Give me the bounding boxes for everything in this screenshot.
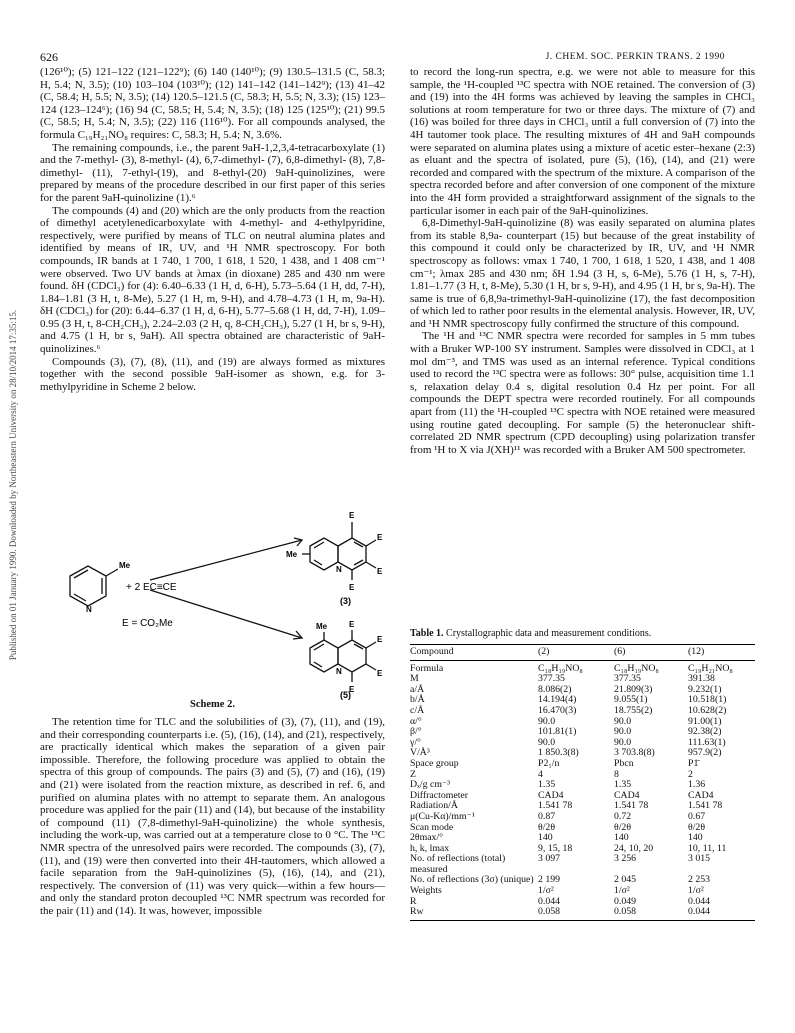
table-row bbox=[410, 660, 755, 674]
scheme-caption: Scheme 2. bbox=[190, 699, 235, 710]
table-row-label: R bbox=[410, 895, 417, 907]
table-cell: 90.0 bbox=[538, 736, 556, 748]
table-header: (12) bbox=[688, 645, 755, 661]
table-cell: 91.00(1) bbox=[688, 715, 722, 727]
table-cell: 1/σ² bbox=[614, 885, 630, 897]
table-row bbox=[410, 759, 755, 770]
table-cell: C₁₈H₁₉NO₈ bbox=[614, 662, 659, 674]
paragraph: 6,8-Dimethyl-9aH-quinolizine (8) was easily separated on alumina plates from its stable 8,9a- counterpart (15) but because of the great instability of this compound it could only be characterized by IR, UV, and ¹H NMR spectroscopy as follows: νmax 1 740, 1 700, 1 618, 1 520, 1 438, and 1 408 cm⁻¹; λmax 285 and 430 nm; δH 1.94 (3 H, s, 6-Me), 5.76 (1 H, s, 7-H), 1.81–1.77 (3 H, t, 8-Me), 5.30 (1 H, br s, 9-H), and 4.95 (1 H, br s, 9a-H). The same is true of 6,8,9a-trimethyl-9aH-quinolizine (17), the fast decomposition of which led to rather poor results in the elemental analysis. However, IR, UV, and ¹H NMR spectroscopy fully confirmed the structure of this compound. bbox=[410, 217, 755, 330]
compound-label: (5) bbox=[340, 690, 351, 700]
table-cell: 0.058 bbox=[614, 907, 688, 920]
table-row-label: M bbox=[410, 673, 419, 685]
atom-label: Me bbox=[286, 550, 298, 559]
table-cell: 101.81(1) bbox=[538, 726, 577, 738]
table-caption-text: Crystallographic data and measurement conditions. bbox=[446, 628, 652, 639]
table-row-label: No. of reflections (total) measured bbox=[410, 853, 506, 875]
table-cell: 1/σ² bbox=[538, 885, 554, 897]
left-column-bottom bbox=[40, 716, 385, 918]
table-cell: 2 045 bbox=[614, 874, 637, 886]
left-column-top bbox=[40, 66, 385, 393]
table-cell: 90.0 bbox=[538, 715, 556, 727]
table-cell: 8.086(2) bbox=[538, 683, 572, 695]
table-row-label: α/° bbox=[410, 715, 422, 727]
table-cell: 92.38(2) bbox=[688, 726, 722, 738]
table-cell: 957.9(2) bbox=[688, 747, 722, 759]
table-cell: 377.35 bbox=[614, 673, 641, 685]
table-row-label: Rw bbox=[410, 907, 538, 920]
table-cell: θ/2θ bbox=[614, 821, 632, 833]
table-cell: 4 bbox=[538, 768, 543, 780]
atom-label: E bbox=[349, 511, 355, 520]
table-cell: 21.809(3) bbox=[614, 683, 653, 695]
quinolizine-ring-left bbox=[310, 640, 338, 672]
table-cell: 391.38 bbox=[688, 673, 715, 685]
paragraph: The remaining compounds, i.e., the parent 9aH-1,2,3,4-tetracarboxylate (1) and the 7-methyl- (3), 8-methyl- (4), 6,7-dimethyl- (7), 6,8-dimethyl- (8), 7,8-dimethyl- (11), 7-ethyl-(19), and 8-ethyl-(20) 9aH-quinolizines, were prepared by means of the procedure described in our first paper of this series for the parent 9aH-quinolizine (1).⁶ bbox=[40, 141, 385, 204]
table-row-label: 2θmax/° bbox=[410, 832, 444, 844]
table-row-label: Z bbox=[410, 768, 416, 780]
table-row-label: β/° bbox=[410, 726, 422, 738]
table-cell: 0.044 bbox=[688, 895, 711, 907]
table-cell: 2 bbox=[688, 768, 693, 780]
table-row-label: Space group bbox=[410, 757, 459, 769]
table-row-label: h, k, lmax bbox=[410, 842, 450, 854]
table-cell: 377.35 bbox=[538, 673, 565, 685]
table-cell: 3 703.8(8) bbox=[614, 747, 655, 759]
table-cell: P2₁/n bbox=[538, 757, 560, 769]
atom-label: Me bbox=[119, 561, 131, 570]
table-cell: 111.63(1) bbox=[688, 736, 726, 748]
publication-notice: Published on 01 January 1990. Downloaded by Northeastern University on 28/10/2014 17:35:15. bbox=[8, 309, 18, 661]
table-cell: C₁₈H₁₉NO₈ bbox=[538, 662, 583, 674]
table-cell: Pbcn bbox=[614, 757, 634, 769]
table-cell: 90.0 bbox=[614, 726, 632, 738]
table-row bbox=[410, 854, 755, 875]
table-cell: 8 bbox=[614, 768, 619, 780]
table-row-label: c/Å bbox=[410, 704, 425, 716]
table-header: (6) bbox=[614, 645, 688, 661]
right-column bbox=[410, 66, 755, 456]
atom-label: E bbox=[349, 620, 355, 629]
table-cell: 9, 15, 18 bbox=[538, 842, 573, 854]
paragraph: The retention time for TLC and the solubilities of (3), (7), (11), and (19), and their corresponding counterparts i.e. (5), (16), (14), and (21), respectively, are practically identical which makes the separation of a given pair impossible. Therefore, the following procedure was applied to obtain the spectra of this group of compounds. The pairs (3) and (5), (7) and (16), (19) and (21) were isolated from the reaction mixture, as described in ref. 6, and purified on alumina plates with no attempt to separate them. An analogous procedure was applied for the pair (11) and (14), but because of the instability of compound (11) (7,8-dimethyl-9aH-quinolizine) the whole synthesis, including the work-up, was carried out at a temperature close to 0 °C. The ¹³C NMR spectra of the unresolved pairs were recorded. The compounds (3), (7), (11), and (19) were then converted into their 4H-tautomers, which allowed a facile separation from the 9aH-quinolizines (5), (16), (14), and (21), respectively. The conversion of (11) was very quick—within a few hours—and only the standard proton decoupled ¹³C NMR spectrum was recorded for the pair (11) and (14). It was, however, impossible bbox=[40, 716, 385, 917]
table-cell: 140 bbox=[614, 832, 629, 844]
quinolizine-ring-left bbox=[310, 538, 338, 570]
table-cell: 10, 11, 11 bbox=[688, 842, 727, 854]
table-cell: 9.055(1) bbox=[614, 694, 648, 706]
table-cell: 9.232(1) bbox=[688, 683, 722, 695]
table-row-label: b/Å bbox=[410, 694, 425, 706]
atom-label: N bbox=[336, 565, 342, 574]
table-cell: CAD4 bbox=[538, 789, 564, 801]
atom-label: E bbox=[349, 685, 355, 694]
table-cell: 2 253 bbox=[688, 874, 711, 886]
table-cell: 10.628(2) bbox=[688, 704, 727, 716]
atom-label: N bbox=[86, 605, 92, 614]
reaction-arrow-upper bbox=[150, 540, 302, 580]
table-row-label: Formula bbox=[410, 662, 444, 674]
atom-label: E bbox=[349, 583, 355, 592]
table-cell: 90.0 bbox=[614, 736, 632, 748]
table-row-label: a/Å bbox=[410, 683, 425, 695]
table-cell: 1.541 78 bbox=[538, 800, 573, 812]
table-cell: 1.541 78 bbox=[688, 800, 723, 812]
table-cell: 3 256 bbox=[614, 853, 637, 865]
ester-legend: E = CO₂Me bbox=[122, 618, 173, 629]
table-cell: 1 850.3(8) bbox=[538, 747, 579, 759]
table-cell: 140 bbox=[688, 832, 703, 844]
atom-label: E bbox=[377, 669, 383, 678]
table-row-label: Dₓ/g cm⁻³ bbox=[410, 779, 451, 791]
atom-label: E bbox=[377, 533, 383, 542]
table-row bbox=[410, 748, 755, 759]
page-number: 626 bbox=[40, 50, 58, 64]
paragraph: The compounds (4) and (20) which are the only products from the reaction of dimethyl acetylenedicarboxylate with 4-methyl- and 4-ethylpyridine, respectively, were purified by means of TLC on neutral alumina plates and identified by means of IR, UV, and ¹H NMR spectroscopy. For both compounds, IR bands at 1 740, 1 700, 1 618, 1 520, 1 438, and 1 408 cm⁻¹ were observed. Two UV bands at λmax (in dioxane) 285 and 430 nm were found. δH (CDCl₃) for (4): 6.40–6.33 (1 H, d, 6-H), 5.73–5.64 (1 H, dd, 7-H), 1.84–1.81 (3 H, t, 8-Me), 5.27 (1 H, m, 9-H), and 4.78–4.73 (1 H, m, 9a-H). δH (CDCl₃) for (20): 6.44–6.37 (1 H, d, 6-H), 5.77–5.68 (1 H, dd, 7-H), 1.09–0.95 (3 H, t, 8-CH₂CH₃), 2.24–2.03 (2 H, q, 8-CH₂CH₃), 5.27 (1 H, br s, 9-H), and 4.75 (1 H, br s, 9aH). All spectra obtained are characteristic of 9aH-quinolizines.⁶ bbox=[40, 204, 385, 356]
table-cell: 24, 10, 20 bbox=[614, 842, 654, 854]
reaction-arrow-lower bbox=[150, 590, 302, 638]
publication-sidebar bbox=[3, 0, 17, 1033]
quinolizine-ring-right bbox=[338, 538, 366, 570]
table-header: (2) bbox=[538, 645, 614, 661]
table-row-label: Radiation/Å bbox=[410, 800, 458, 812]
quinolizine-ring-right bbox=[338, 640, 366, 672]
crystallographic-table bbox=[410, 644, 755, 921]
table-cell: 10.518(1) bbox=[688, 694, 727, 706]
table-cell: 1.35 bbox=[538, 779, 556, 791]
table-cell: 0.72 bbox=[614, 810, 632, 822]
table-cell: 18.755(2) bbox=[614, 704, 653, 716]
atom-label: N bbox=[336, 667, 342, 676]
table-row-label: γ/° bbox=[410, 736, 421, 748]
paragraph: to record the long-run spectra, e.g. we were not able to measure for this sample, the ¹H-coupled ¹³C spectra with NOE retained. The conversion of (3) and (19) into the 4H forms was achieved by leaving the samples in CHCl₃ solutions at room temperature for two or three days. The mixture of (7) and (16) was boiled for three days in CHCl₃ until a full conversion of (7) into the 4H tautomer took place. The resulting mixtures of 4H and 9aH compounds were separated on alumina plates using a mixture of acetic ester–hexane (2:3) as eluant and the spectra of isolated, pure (5), (16), (14), and (21) were recorded and compared with the spectrum of the mixture. A comparison of the spectra recorded before and after conversion of one component of the mixture into the 4H form provided a straightforward assignment of the signals to the particular isomer in each pair of the 9aH-quinolizines. bbox=[410, 66, 755, 217]
table-row bbox=[410, 812, 755, 823]
table-caption bbox=[410, 628, 651, 639]
table-cell: 1/σ² bbox=[688, 885, 704, 897]
paragraph: (126¹⁰); (5) 121–122 (121–122⁹); (6) 140 (140¹⁰); (9) 130.5–131.5 (C, 58.3; H, 5.4; N, 3.5); (10) 103–104 (103¹⁰); (12) 141–142 (141–142⁹); (13) 41–42 (C, 58.4; H, 5.5; N, 3.5); (14) 120.5–121.5 (C, 58.3; H, 5.5; N, 3.3); (15) 123–124 (123–124⁶); (16) 94 (C, 58.5; H, 5.4; N, 3.5); (18) 125 (125¹⁰); (21) 99.5 (C, 58.5; H, 5.4; N, 3.5); (22) 116 (116¹⁰). For all compounds analysed, the formula C₁₉H₂₁NO₈ requires: C, 58.3; H, 5.4; N, 3.6%. bbox=[40, 66, 385, 141]
table-cell: 3 097 bbox=[538, 853, 561, 865]
table-header-row bbox=[410, 645, 755, 661]
table-cell: 2 199 bbox=[538, 874, 561, 886]
pyridine-ring bbox=[70, 566, 106, 606]
table-cell: 0.87 bbox=[538, 810, 556, 822]
table-cell: 0.049 bbox=[614, 895, 637, 907]
compound-label: (3) bbox=[340, 596, 351, 606]
table-cell: 0.67 bbox=[688, 810, 706, 822]
table-row-label: No. of reflections (3σ) (unique) bbox=[410, 874, 534, 886]
reagent-label: + 2 EC≡CE bbox=[126, 582, 177, 593]
table-cell: 0.058 bbox=[538, 907, 614, 920]
table-row-label: μ(Cu-Kα)/mm⁻¹ bbox=[410, 810, 475, 822]
table-cell: CAD4 bbox=[614, 789, 640, 801]
table-row-label: V/Å³ bbox=[410, 747, 430, 759]
paragraph: The ¹H and ¹³C NMR spectra were recorded for samples in 5 mm tubes with a Bruker WP-100 SY instrument. Samples were dissolved in CDCl₃ at 1 mol dm⁻³, and TMS was used as an internal reference. Typical conditions used to record the ¹³C spectra were as follows: 30° pulse, acquisition time 1.1 s, relaxation delay 0.4 s, digital resolution 0.4 Hz per point. For all compounds the DEPT spectra were recorded routinely. For all compounds apart from (11) the ¹H-coupled ¹³C spectra with NOE retained were measured using routine gated decoupling. For sample (5) the heteronuclear shift-correlated 2D NMR spectrum (CPD decoupling) using polarization transfer from ¹H to X via J(XH)¹¹ was recorded with a Bruker AM 500 spectrometer. bbox=[410, 330, 755, 456]
table-cell: 14.194(4) bbox=[538, 694, 577, 706]
table-row bbox=[410, 823, 755, 834]
table-cell: C₁₉H₂₁NO₈ bbox=[688, 662, 733, 674]
atom-label: E bbox=[377, 635, 383, 644]
table-cell: 3 015 bbox=[688, 853, 711, 865]
table-row bbox=[410, 907, 755, 920]
journal-header: J. CHEM. SOC. PERKIN TRANS. 2 1990 bbox=[545, 52, 725, 62]
scheme-2-diagram bbox=[40, 498, 390, 713]
table-cell: 90.0 bbox=[614, 715, 632, 727]
table-cell: CAD4 bbox=[688, 789, 714, 801]
table-cell: 1.541 78 bbox=[614, 800, 649, 812]
table-row-label: Diffractometer bbox=[410, 789, 469, 801]
table-cell: P1̄ bbox=[688, 757, 699, 769]
table-header: Compound bbox=[410, 645, 538, 661]
paragraph: Compounds (3), (7), (8), (11), and (19) are always formed as mixtures together with the second possible 9aH-isomer as shown, e.g. for 3-methylpyridine in Scheme 2 below. bbox=[40, 355, 385, 393]
table-cell: θ/2θ bbox=[688, 821, 706, 833]
table-row-label: Weights bbox=[410, 885, 442, 897]
table-cell: 16.470(3) bbox=[538, 704, 577, 716]
table-caption-label: Table 1. bbox=[410, 628, 444, 639]
table-cell: θ/2θ bbox=[538, 821, 556, 833]
atom-label: Me bbox=[316, 622, 328, 631]
table-cell: 1.36 bbox=[688, 779, 706, 791]
table-row-label: Scan mode bbox=[410, 821, 454, 833]
atom-label: E bbox=[377, 567, 383, 576]
table-cell: 1.35 bbox=[614, 779, 632, 791]
table-row bbox=[410, 706, 755, 717]
table-cell: 140 bbox=[538, 832, 553, 844]
table-cell: 0.044 bbox=[538, 895, 561, 907]
table-cell: 0.044 bbox=[688, 907, 755, 920]
